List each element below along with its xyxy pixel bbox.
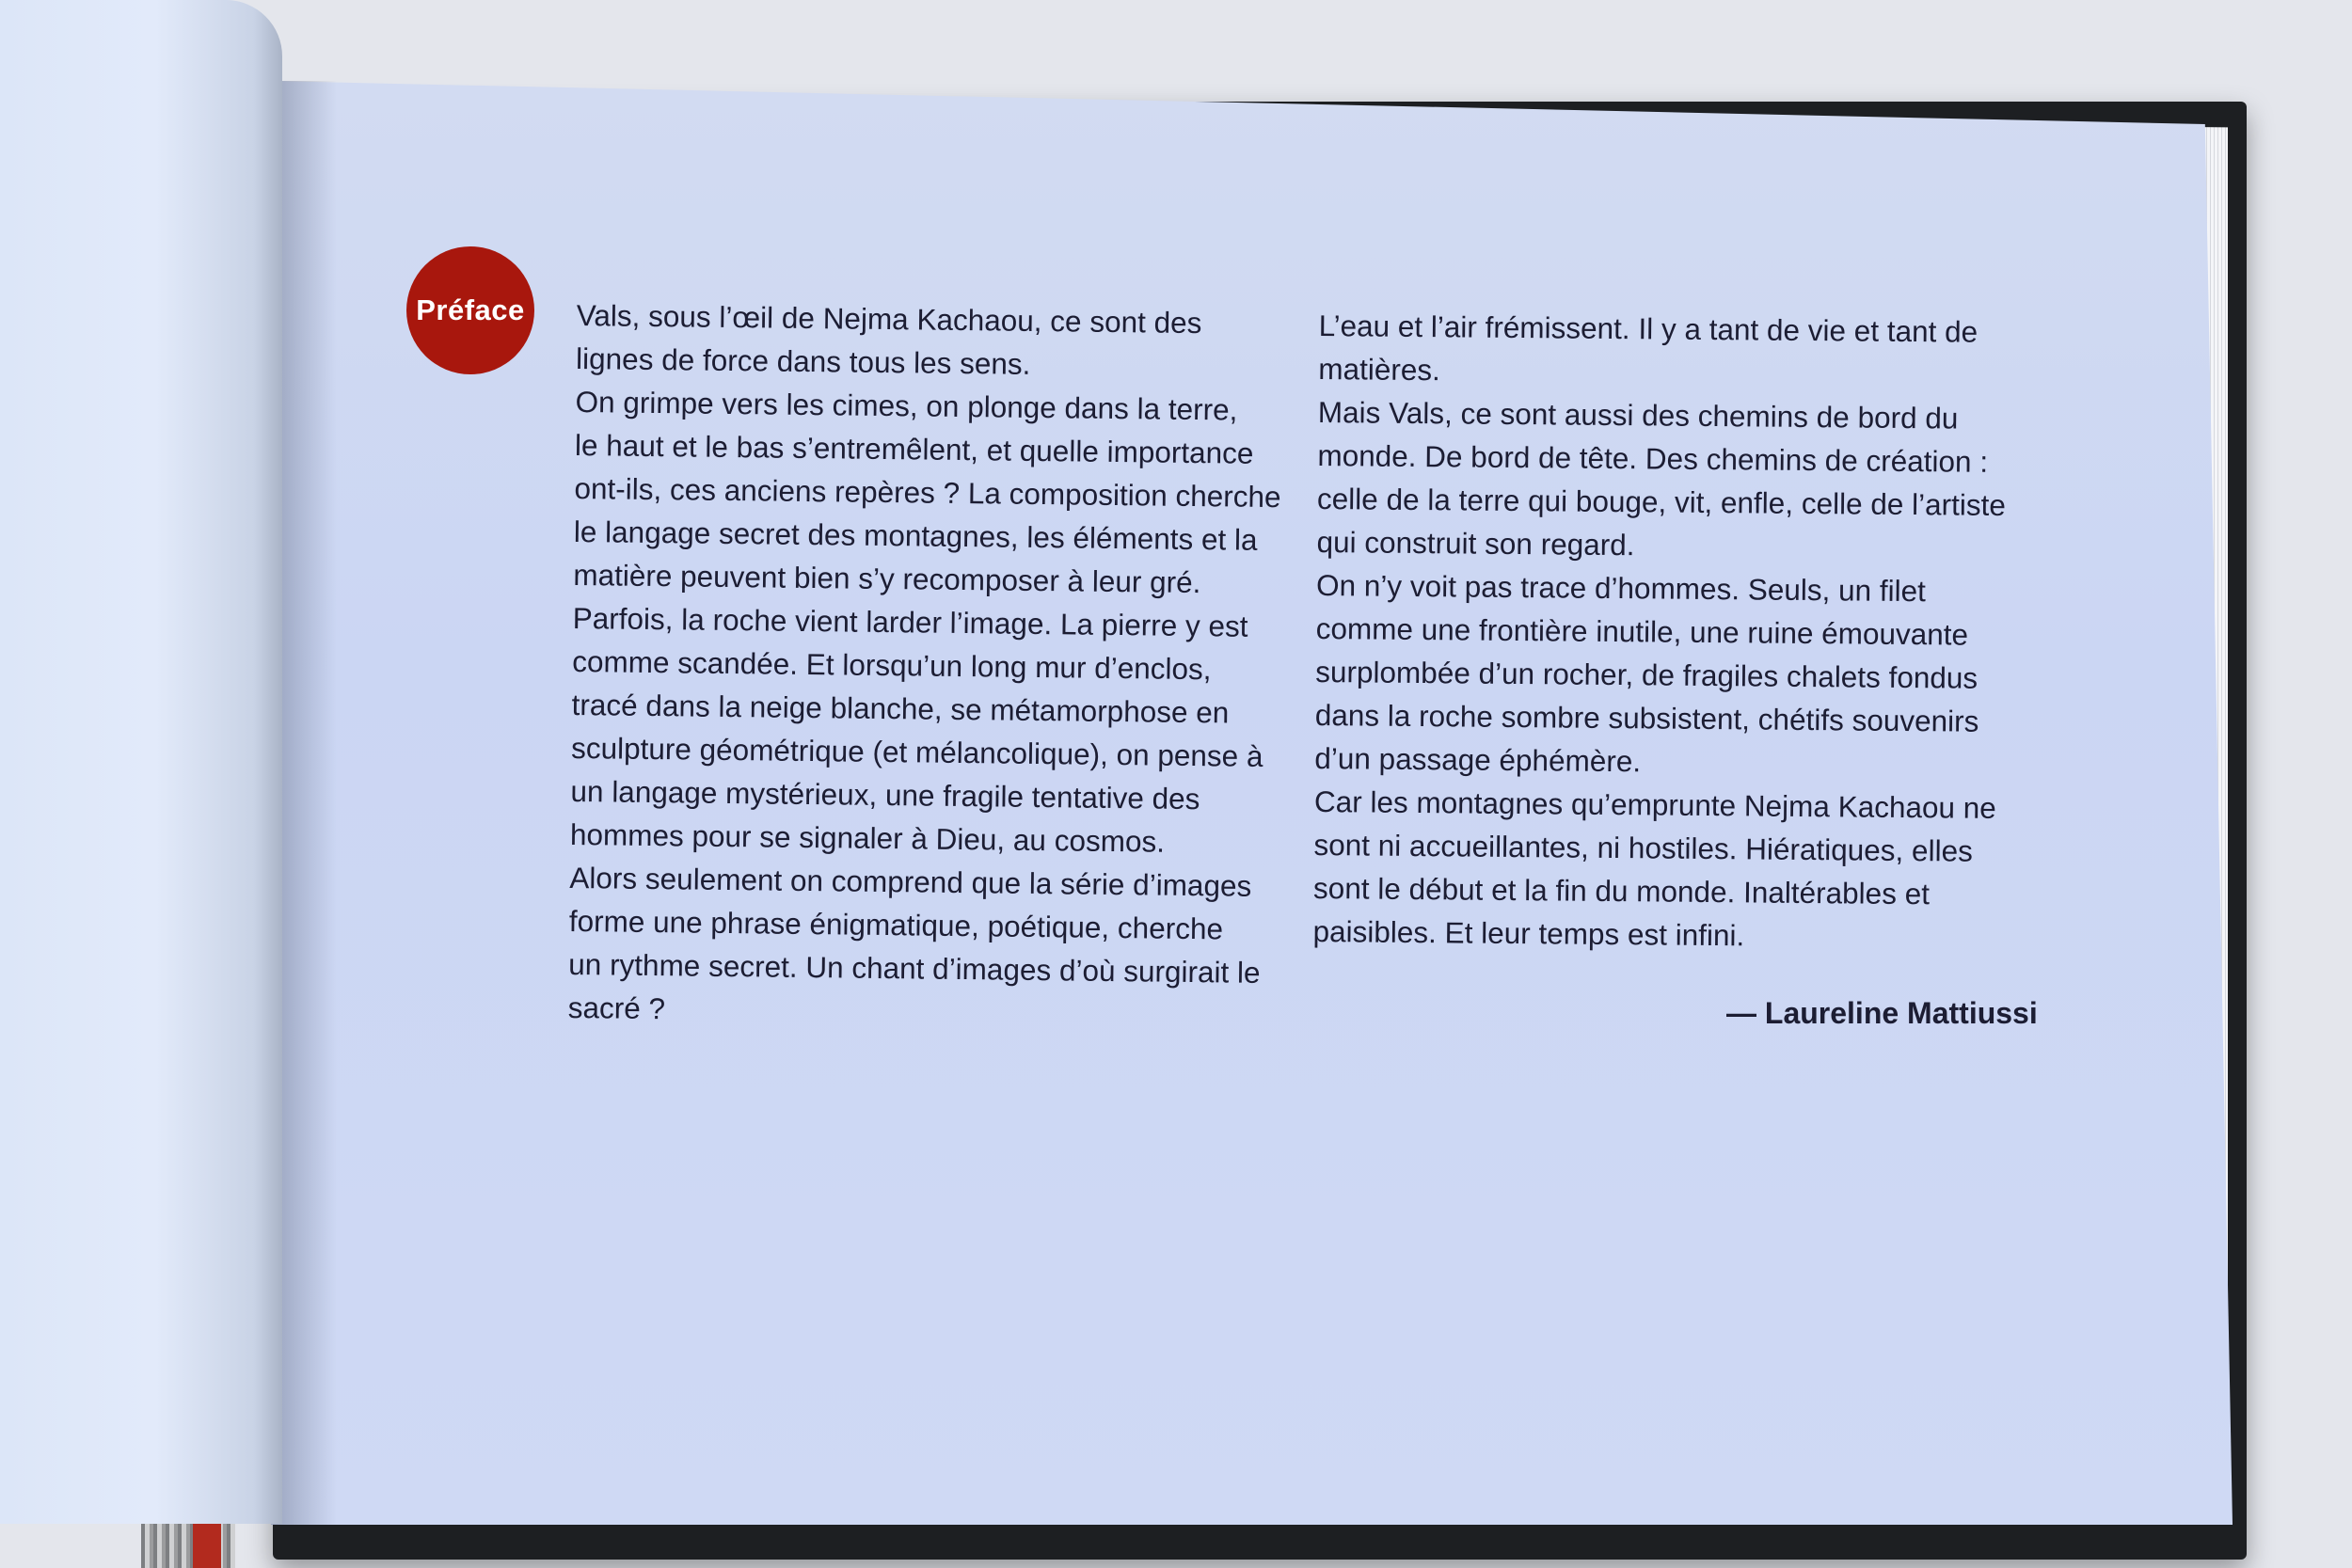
author-signature: — Laureline Mattiussi <box>1726 996 2038 1030</box>
text-line: paisibles. Et leur temps est infini. <box>1312 913 1745 953</box>
preface-badge-label: Préface <box>416 293 525 326</box>
text-line: comme scandée. Et lorsqu’un long mur d’enclos, <box>572 643 1212 687</box>
text-line: On grimpe vers les cimes, on plonge dans la terre, <box>575 384 1238 427</box>
text-line: sacré ? <box>567 990 666 1026</box>
text-line: matières. <box>1318 351 1441 388</box>
text-line: sculpture géométrique (et mélancolique), on pense à <box>570 730 1263 773</box>
text-line: Vals, sous l’œil de Nejma Kachaou, ce sont des <box>576 297 1202 341</box>
text-line: d’un passage éphémère. <box>1314 740 1642 779</box>
text-line: le langage secret des montagnes, les éléments et la <box>573 514 1258 557</box>
text-line: ont-ils, ces anciens repères ? La composition cherche <box>574 470 1281 515</box>
text-line: surplombée d’un rocher, de fragiles chalets fondus <box>1315 654 1979 695</box>
text-line: matière peuvent bien s’y recomposer à leur gré. <box>573 557 1201 600</box>
text-line: sont ni accueillantes, ni hostiles. Hiératiques, elles <box>1313 827 1973 868</box>
text-line: Alors seulement on comprend que la série d’images <box>569 860 1252 903</box>
text-line: On n’y voit pas trace d’hommes. Seuls, un filet <box>1315 567 1927 609</box>
text-line: sont le début et la fin du monde. Inaltérables et <box>1312 870 1931 911</box>
text-line: celle de la terre qui bouge, vit, enfle, celle de l’artiste <box>1316 481 2007 523</box>
text-line: hommes pour se signaler à Dieu, au cosmos. <box>569 816 1166 859</box>
text-line: le haut et le bas s’entremêlent, et quelle importance <box>574 427 1254 470</box>
text-line: un langage mystérieux, une fragile tentative des <box>570 773 1200 816</box>
text-line: qui construit son regard. <box>1316 524 1635 562</box>
text-line: Mais Vals, ce sont aussi des chemins de bord du <box>1317 394 1959 436</box>
text-line: Parfois, la roche vient larder l’image. La pierre y est <box>572 600 1248 643</box>
text-line: lignes de force dans tous les sens. <box>575 341 1031 381</box>
preface-badge <box>406 246 534 374</box>
left-page <box>0 0 282 1524</box>
text-line: Car les montagnes qu’emprunte Nejma Kachaou ne <box>1313 784 1996 825</box>
text-column-right <box>1312 304 2008 959</box>
cover-fabric-edge <box>141 1516 235 1568</box>
text-line: tracé dans la neige blanche, se métamorphose en <box>571 687 1230 730</box>
text-line: un rythme secret. Un chant d’images d’où surgirait le <box>568 946 1261 990</box>
text-line: dans la roche sombre subsistent, chétifs souvenirs <box>1314 697 1979 738</box>
text-column-left <box>567 293 1283 1037</box>
text-line: forme une phrase énigmatique, poétique, cherche <box>568 903 1224 946</box>
text-line: L’eau et l’air frémissent. Il y a tant de vie et tant de <box>1318 308 1979 349</box>
text-line: comme une frontière inutile, une ruine émouvante <box>1315 610 1969 652</box>
text-line: monde. De bord de tête. Des chemins de création : <box>1317 437 1989 479</box>
